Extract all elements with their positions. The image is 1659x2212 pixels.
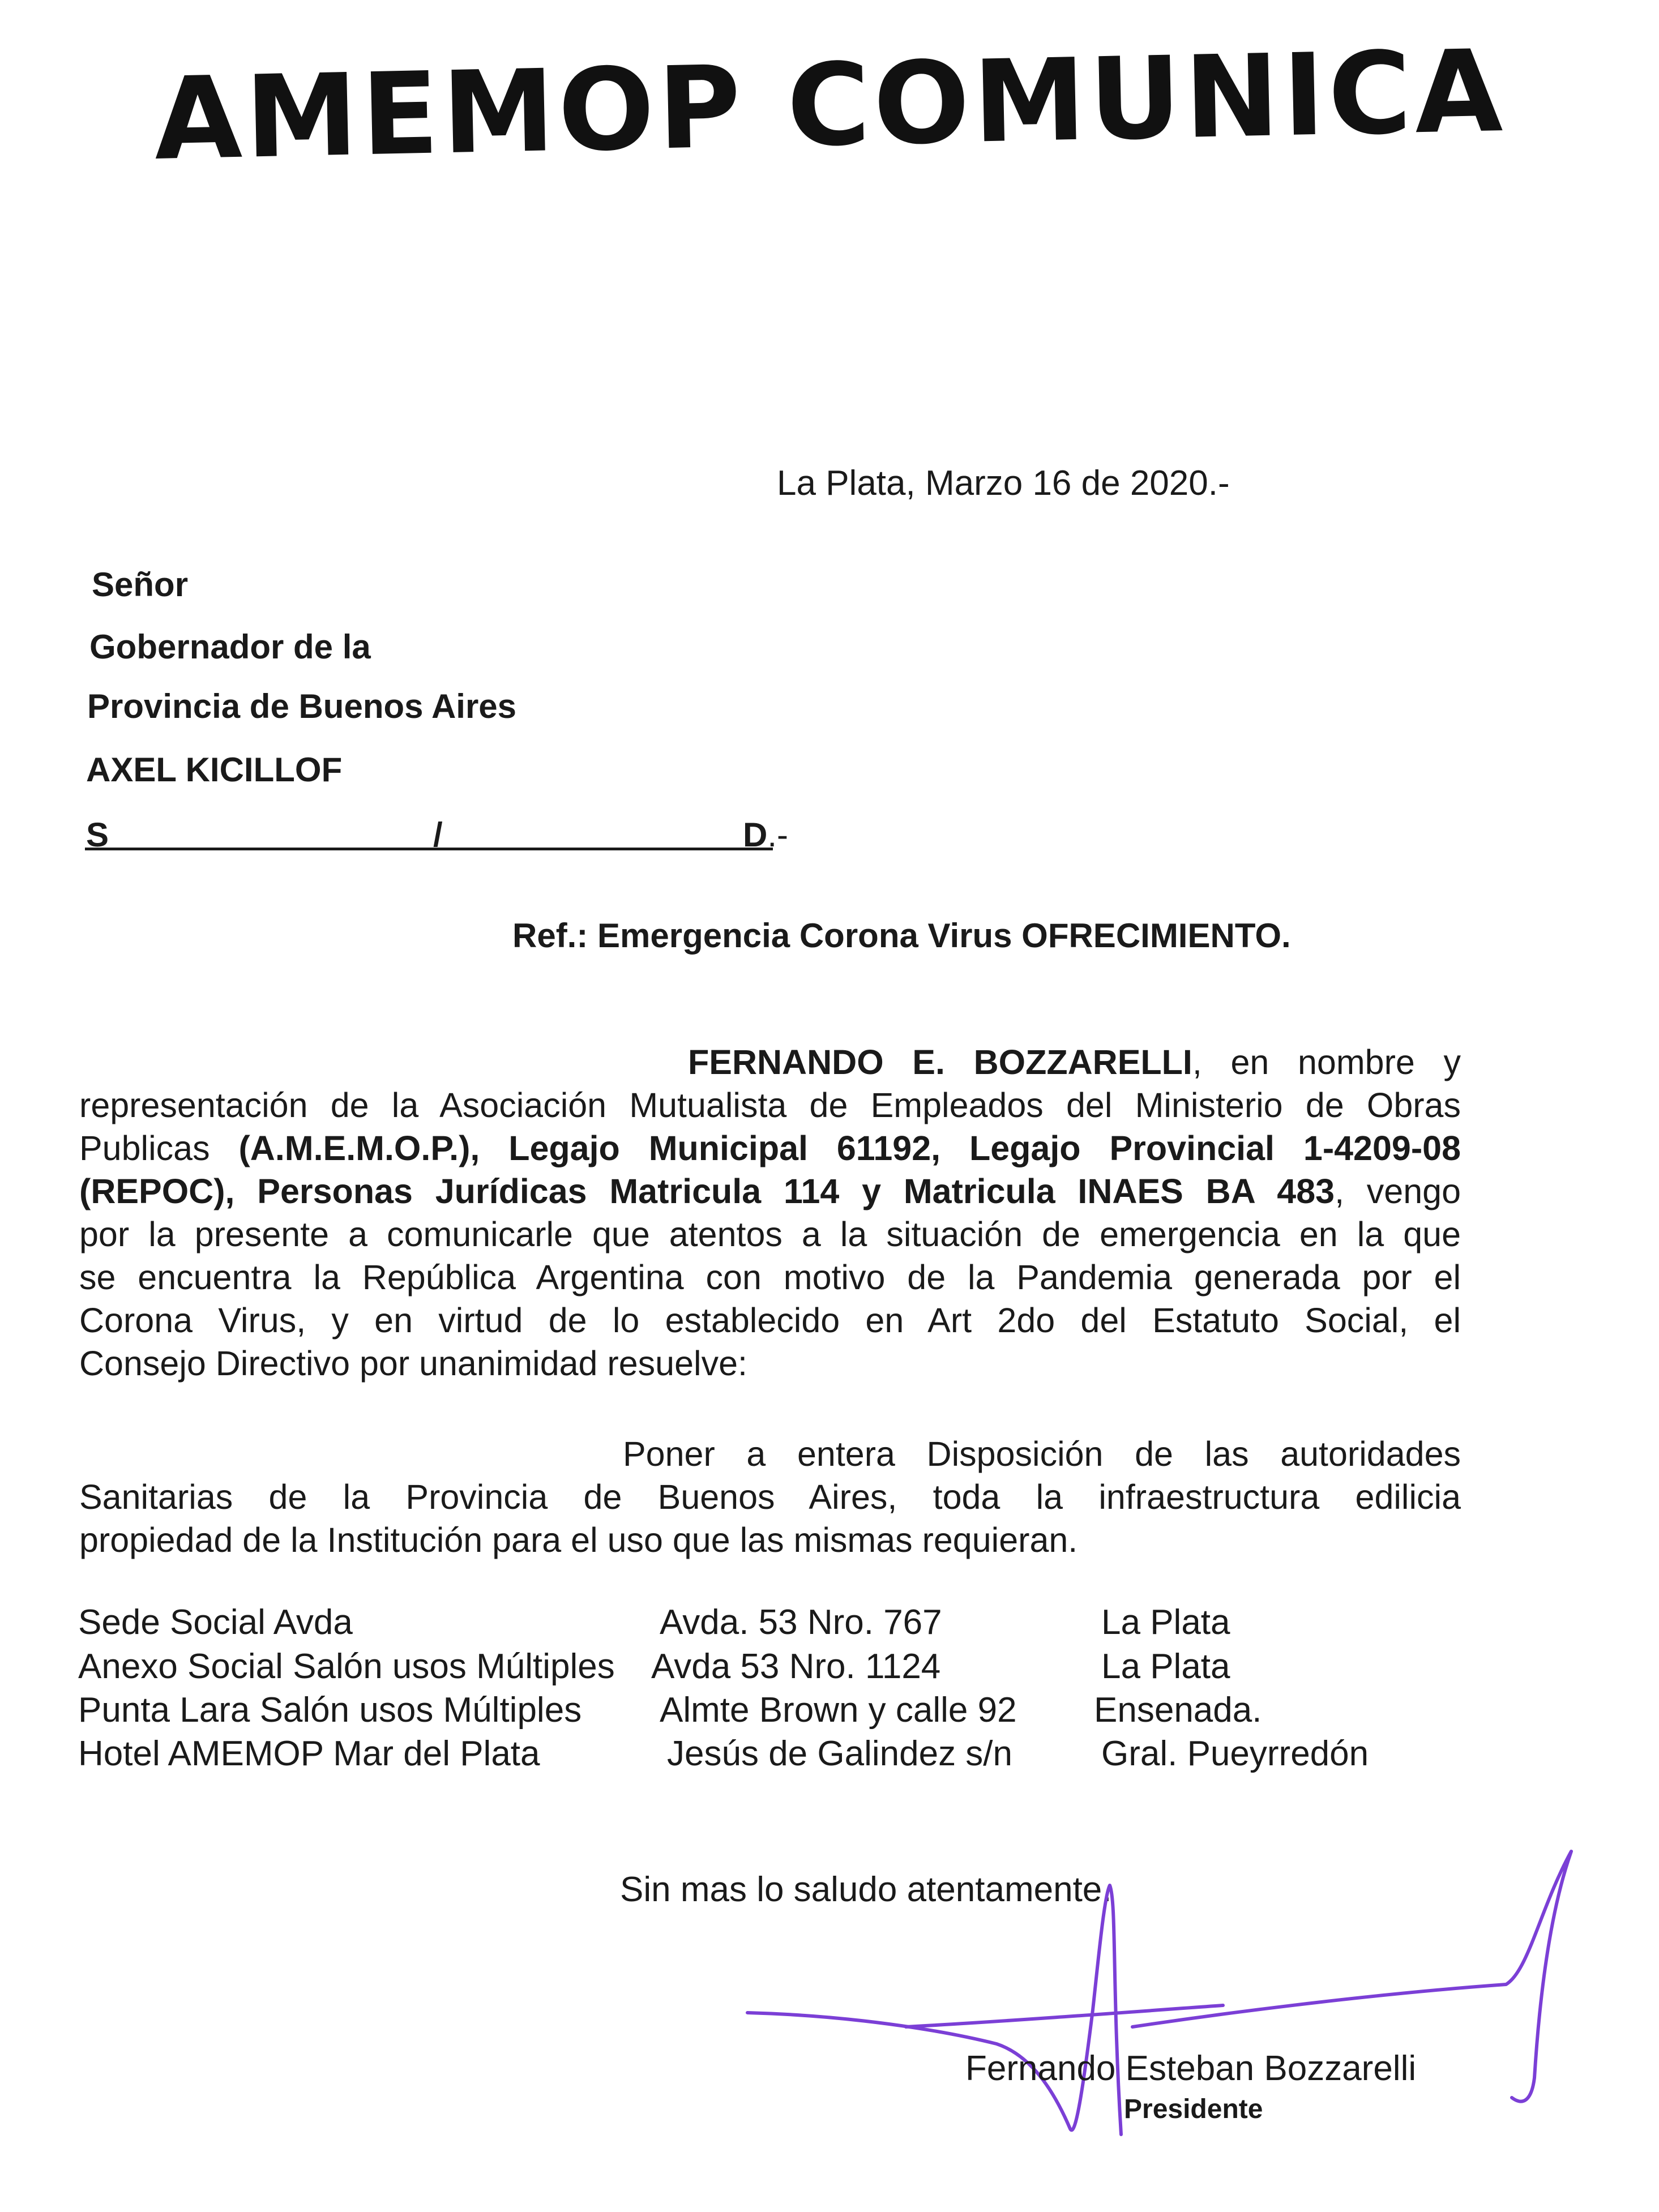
page-title: AMEMOP COMUNICA: [153, 25, 1507, 186]
addressee-province: Provincia de Buenos Aires: [87, 687, 517, 725]
property-address: Jesús de Galindez s/n: [667, 1734, 1013, 1773]
sd-d: [743, 815, 788, 854]
addressee-position: Gobernador de la: [89, 628, 371, 666]
signature-strokes: [747, 1851, 1571, 2134]
sd-tail: .-: [767, 816, 788, 854]
addressee-salutation: Señor: [92, 566, 189, 604]
signatory-title: Presidente: [1124, 2094, 1263, 2124]
letter-date: La Plata, Marzo 16 de 2020.-: [777, 464, 1230, 503]
paragraph-text: Publicas: [79, 1129, 239, 1167]
paragraph-line: [79, 1170, 1461, 1213]
paragraph-main: [79, 1041, 1461, 1385]
handwritten-signature: [736, 1840, 1585, 2180]
paragraph-line: Corona Virus, y en virtud de lo establecido en Art 2do del Estatuto Social, el: [79, 1301, 1461, 1340]
property-city: Gral. Pueyrredón: [1101, 1734, 1369, 1773]
sd-underline: [85, 848, 773, 850]
property-city: La Plata: [1101, 1603, 1230, 1642]
property-name: Anexo Social Salón usos Múltiples: [78, 1647, 615, 1686]
paragraph-line: Consejo Directivo por unanimidad resuelve:: [79, 1344, 747, 1383]
paragraph-text: , en nombre y: [1192, 1043, 1461, 1081]
paragraph-line: Poner a entera Disposición de las autoridades: [623, 1435, 1461, 1473]
property-address: Avda 53 Nro. 1124: [651, 1647, 941, 1686]
reference-line: Ref.: Emergencia Corona Virus OFRECIMIENTO.: [512, 917, 1291, 955]
paragraph-line: representación de la Asociación Mutualista de Empleados del Ministerio de Obras: [79, 1086, 1461, 1124]
property-name: Punta Lara Salón usos Múltiples: [78, 1691, 582, 1730]
property-address: Avda. 53 Nro. 767: [660, 1603, 942, 1642]
property-city: La Plata: [1101, 1647, 1230, 1686]
paragraph-line: propiedad de la Institución para el uso que las mismas requieran.: [79, 1521, 1078, 1559]
sd-d-letter: D: [743, 816, 768, 854]
institution-ids: (A.M.E.M.O.P.), Legajo Municipal 61192, Legajo Provincial 1-4209-08: [238, 1129, 1461, 1167]
paragraph-resolution: [79, 1432, 1461, 1561]
addressee-name: AXEL KICILLOF: [86, 751, 343, 789]
sender-name: FERNANDO E. BOZZARELLI: [688, 1043, 1192, 1081]
closing-line: Sin mas lo saludo atentamente.: [620, 1870, 1112, 1909]
signature-stroke: [906, 2005, 1223, 2027]
sd-s: S: [86, 816, 109, 854]
signature-stroke: [747, 1885, 1121, 2134]
paragraph-text: , vengo: [1335, 1172, 1461, 1210]
paragraph-line: se encuentra la República Argentina con motivo de la Pandemia generada por el: [79, 1258, 1461, 1297]
paragraph-line: [79, 1127, 1461, 1170]
paragraph-line: Sanitarias de la Provincia de Buenos Aires, toda la infraestructura edilicia: [79, 1478, 1461, 1516]
signatory-name: Fernando Esteban Bozzarelli: [965, 2049, 1417, 2088]
property-name: Sede Social Avda: [78, 1603, 353, 1642]
property-address: Almte Brown y calle 92: [660, 1691, 1017, 1730]
institution-registrations: (REPOC), Personas Jurídicas Matricula 114 y Matricula INAES BA 483: [79, 1172, 1335, 1210]
property-name: Hotel AMEMOP Mar del Plata: [78, 1734, 540, 1773]
paragraph-line: por la presente a comunicarle que atentos a la situación de emergencia en la que: [79, 1215, 1461, 1253]
paragraph-line: [79, 1041, 1461, 1084]
property-city: Ensenada.: [1094, 1691, 1262, 1730]
sd-slash: /: [433, 816, 443, 854]
